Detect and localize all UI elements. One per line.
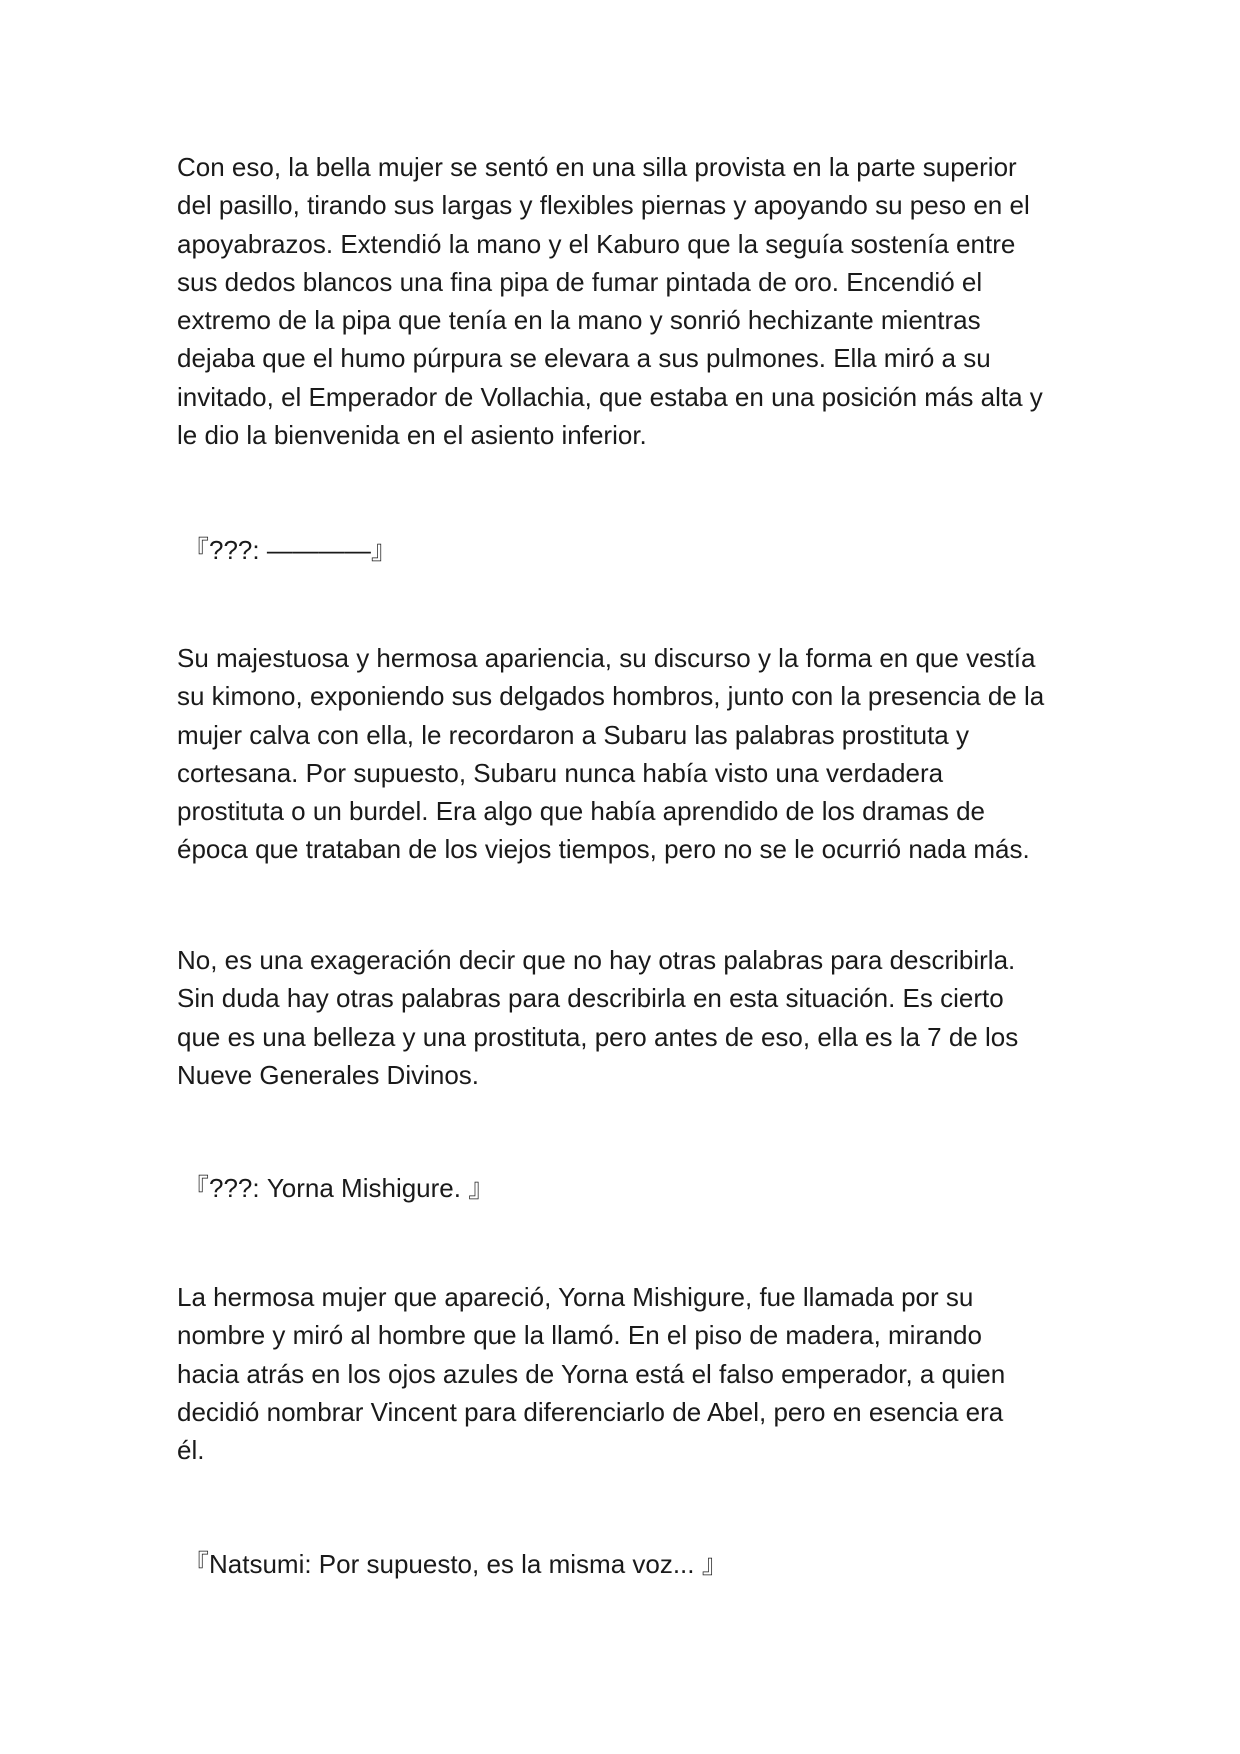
text-line: mujer calva con ella, le recordaron a Subaru las palabras prostituta y: [177, 719, 969, 750]
text-line: sus dedos blancos una fina pipa de fumar pintada de oro. Encendió el: [177, 266, 983, 297]
dialogue-line-3: [183, 1545, 1083, 1583]
dialogue-line-1: [183, 531, 1083, 569]
text-line: Su majestuosa y hermosa apariencia, su discurso y la forma en que vestía: [177, 643, 1036, 673]
text-line: le dio la bienvenida en el asiento inferior.: [177, 420, 647, 451]
text-line: No, es una exageración decir que no hay otras palabras para describirla.: [177, 945, 1016, 975]
text-line: decidió nombrar Vincent para diferenciarlo de Abel, pero en esencia era: [177, 1396, 1004, 1427]
dialogue-line-2: [183, 1169, 1083, 1207]
text-line: 『???: Yorna Mishigure. 』: [183, 1173, 495, 1203]
text-line: dejaba que el humo púrpura se elevara a sus pulmones. Ella miró a su: [177, 343, 991, 374]
paragraph-narration-3: [177, 941, 1077, 1094]
paragraph-narration-1: [177, 148, 1077, 454]
text-line: Sin duda hay otras palabras para describirla en esta situación. Es cierto: [177, 983, 1004, 1014]
text-line: 『???: ————』: [183, 535, 397, 565]
text-line: hacia atrás en los ojos azules de Yorna está el falso emperador, a quien: [177, 1358, 1006, 1389]
text-line: invitado, el Emperador de Vollachia, que estaba en una posición más alta y: [177, 381, 1043, 412]
text-line: extremo de la pipa que tenía en la mano y sonrió hechizante mientras: [177, 305, 981, 336]
text-line: su kimono, exponiendo sus delgados hombros, junto con la presencia de la: [177, 681, 1045, 712]
text-line: él.: [177, 1435, 205, 1466]
text-line: que es una belleza y una prostituta, pero antes de eso, ella es la 7 de los: [177, 1021, 1019, 1052]
paragraph-narration-2: [177, 639, 1077, 869]
text-line: cortesana. Por supuesto, Subaru nunca había visto una verdadera: [177, 757, 944, 788]
text-line: Nueve Generales Divinos.: [177, 1059, 480, 1090]
text-line: prostituta o un burdel. Era algo que había aprendido de los dramas de: [177, 796, 985, 827]
text-line: Con eso, la bella mujer se sentó en una silla provista en la parte superior: [177, 152, 1017, 182]
text-line: apoyabrazos. Extendió la mano y el Kaburo que la seguía sostenía entre: [177, 228, 1016, 259]
paragraph-narration-4: [177, 1278, 1077, 1469]
text-line: La hermosa mujer que apareció, Yorna Mishigure, fue llamada por su: [177, 1282, 974, 1312]
text-line: del pasillo, tirando sus largas y flexibles piernas y apoyando su peso en el: [177, 190, 1030, 221]
text-line: nombre y miró al hombre que la llamó. En el piso de madera, mirando: [177, 1320, 982, 1351]
text-line: 『Natsumi: Por supuesto, es la misma voz... 』: [183, 1549, 728, 1579]
text-line: época que trataban de los viejos tiempos, pero no se le ocurrió nada más.: [177, 834, 1030, 865]
